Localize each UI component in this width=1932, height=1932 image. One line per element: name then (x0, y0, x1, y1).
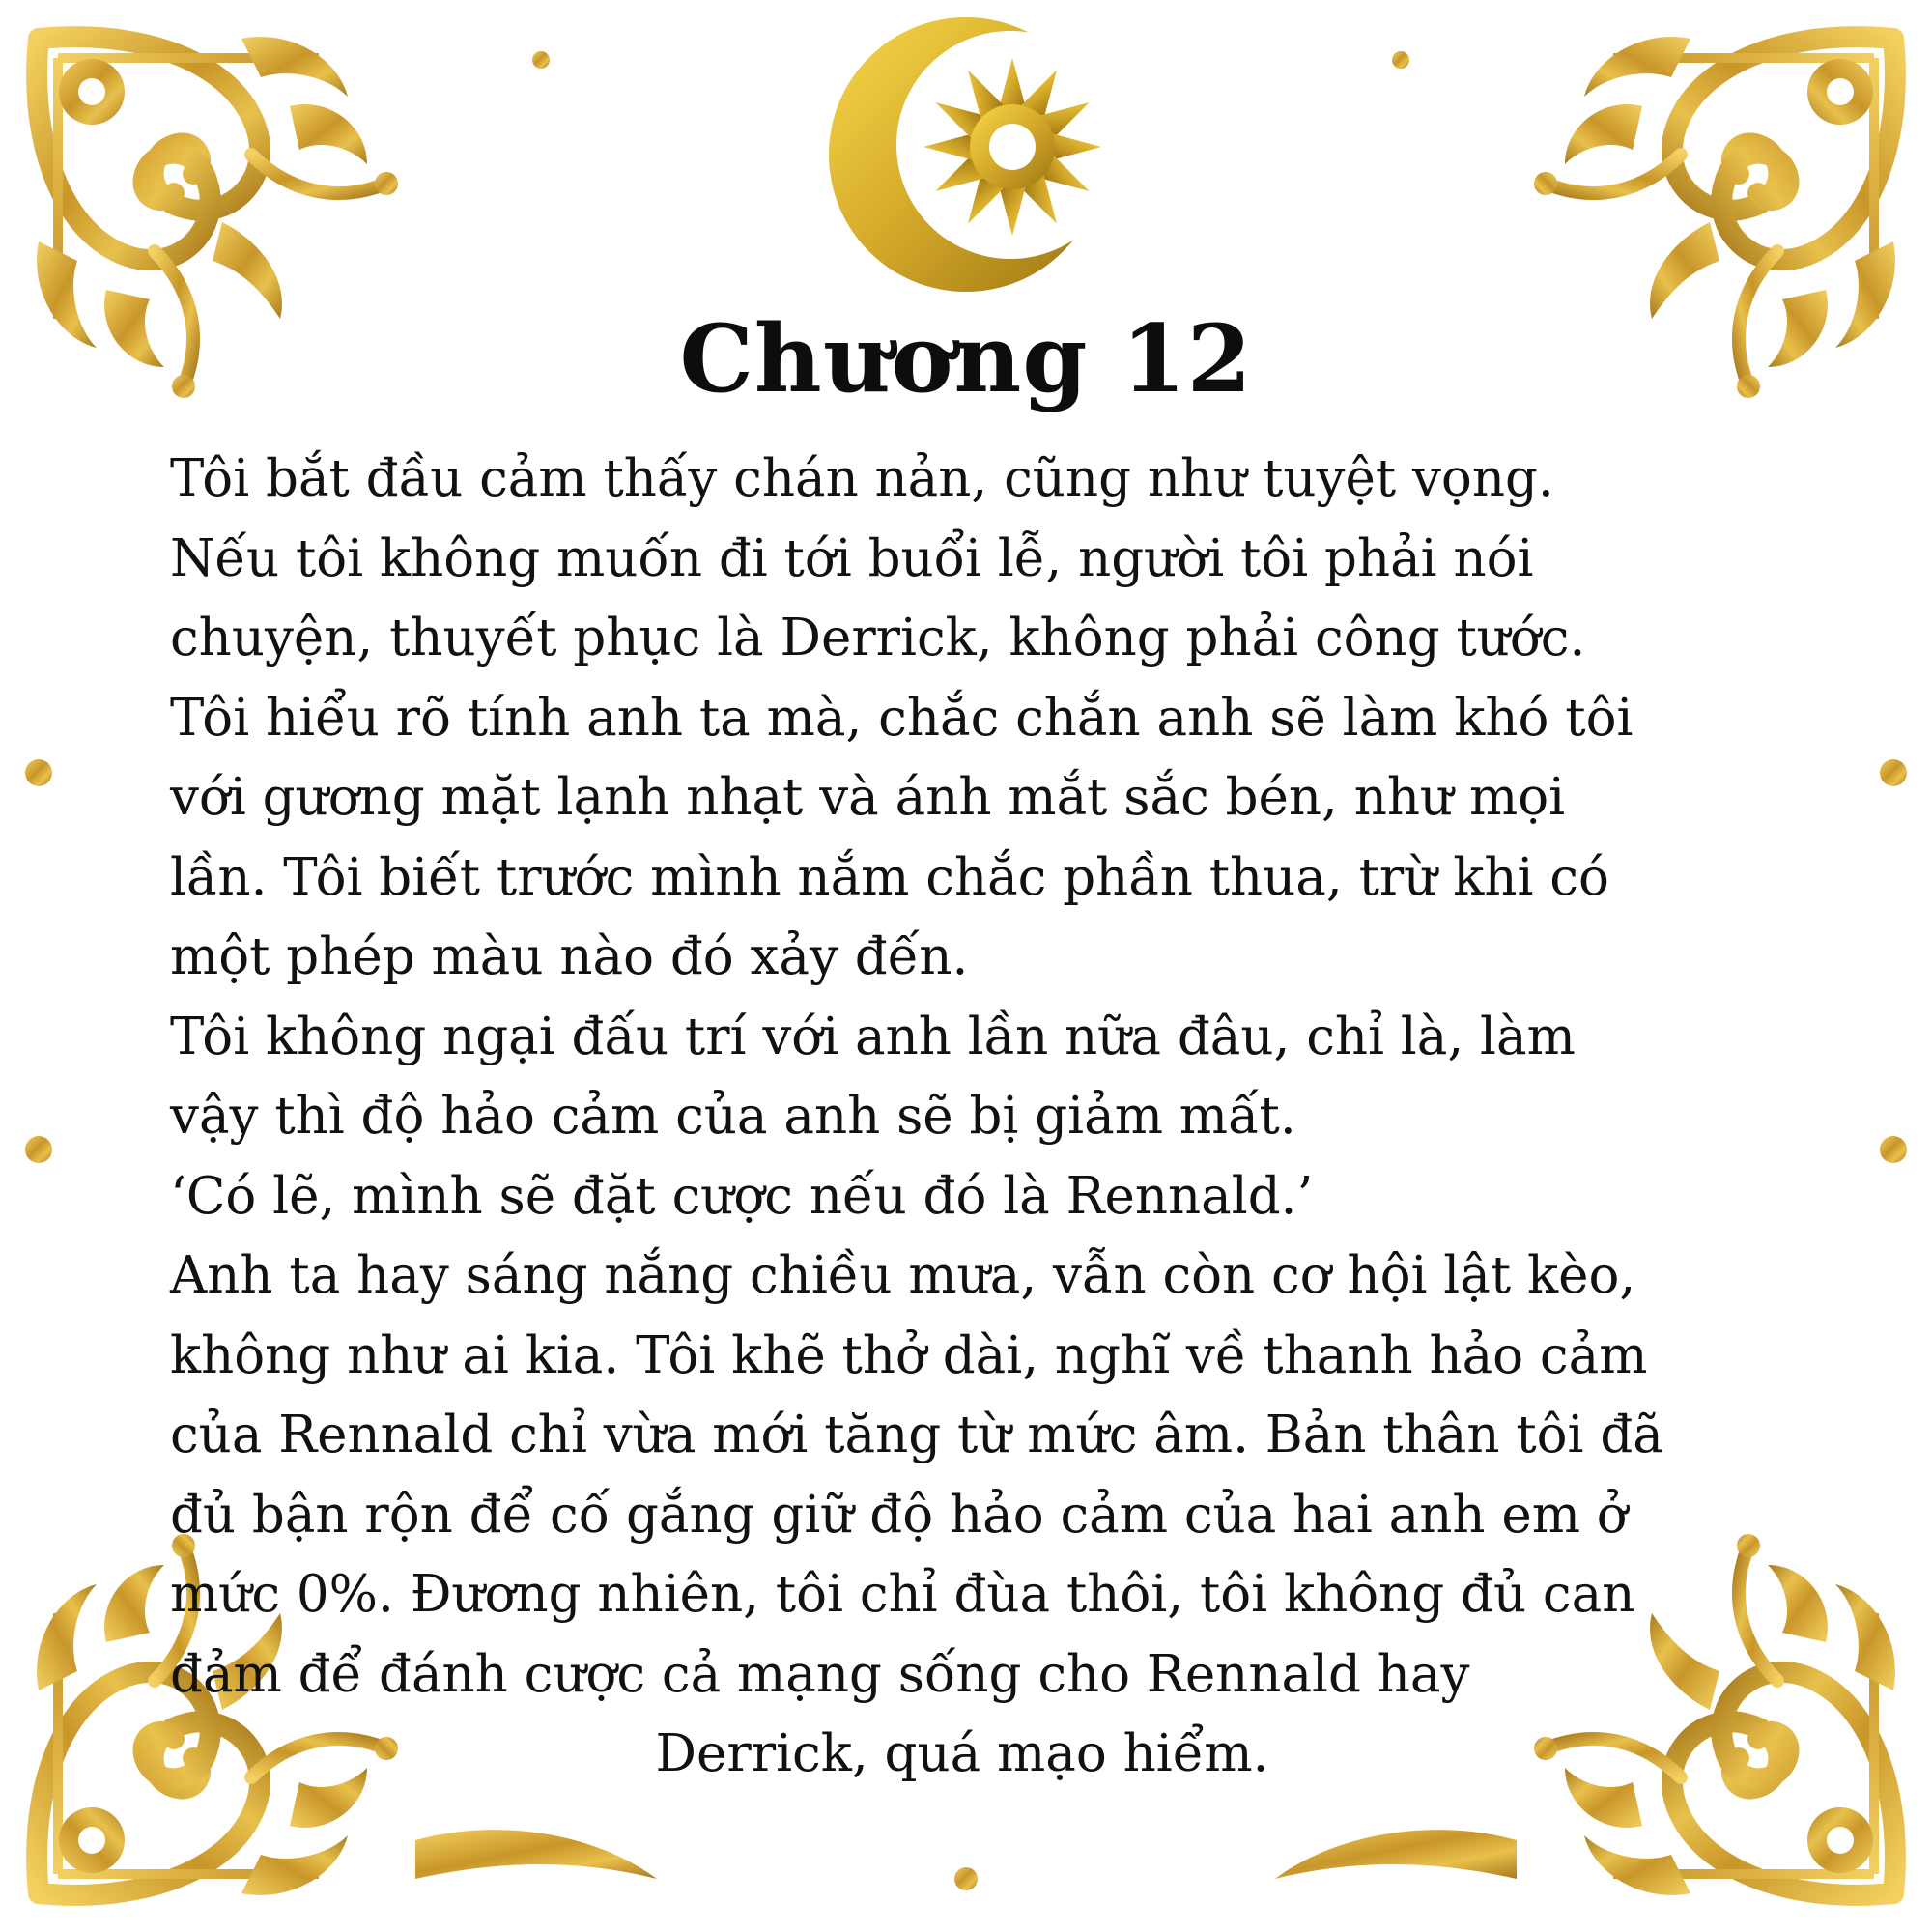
chapter-body (170, 440, 1812, 1795)
body-line-final: Derrick, quá mạo hiểm. (655, 1724, 1269, 1783)
body-line: đảm để đánh cược cả mạng sống cho Rennald hay (170, 1644, 1470, 1704)
body-line: một phép màu nào đó xảy đến. (170, 927, 969, 986)
body-line: với gương mặt lạnh nhạt và ánh mắt sắc bén, như mọi (170, 768, 1566, 827)
body-line: chuyện, thuyết phục là Derrick, không phải công tước. (170, 609, 1586, 668)
body-line: Nếu tôi không muốn đi tới buổi lễ, người tôi phải nói (170, 528, 1534, 588)
body-line: Tôi bắt đầu cảm thấy chán nản, cũng như tuyệt vọng. (170, 449, 1554, 508)
body-line: đủ bận rộn để cố gắng giữ độ hảo cảm của hai anh em ở (170, 1485, 1628, 1545)
body-line: mức 0%. Đương nhiên, tôi chỉ đùa thôi, tôi không đủ can (170, 1565, 1635, 1624)
body-line: Tôi không ngại đấu trí với anh lần nữa đâu, chỉ là, làm (170, 1007, 1576, 1066)
body-line: không như ai kia. Tôi khẽ thở dài, nghĩ về thanh hảo cảm (170, 1325, 1648, 1385)
body-line: lần. Tôi biết trước mình nắm chắc phần thua, trừ khi có (170, 847, 1609, 907)
bottom-border-rules (406, 1830, 1526, 1890)
chapter-title: Chương 12 (679, 304, 1253, 413)
body-line: vậy thì độ hảo cảm của anh sẽ bị giảm mất. (170, 1087, 1296, 1146)
body-line: Tôi hiểu rõ tính anh ta mà, chắc chắn anh sẽ làm khó tôi (170, 688, 1634, 748)
body-line: Anh ta hay sáng nắng chiều mưa, vẫn còn cơ hội lật kèo, (170, 1246, 1636, 1305)
body-line: của Rennald chỉ vừa mới tăng từ mức âm. Bản thân tôi đã (170, 1406, 1663, 1464)
crescent-sun-emblem-icon (821, 10, 1130, 299)
body-line: ‘Có lẽ, mình sẽ đặt cược nếu đó là Rennald.’ (170, 1166, 1314, 1226)
